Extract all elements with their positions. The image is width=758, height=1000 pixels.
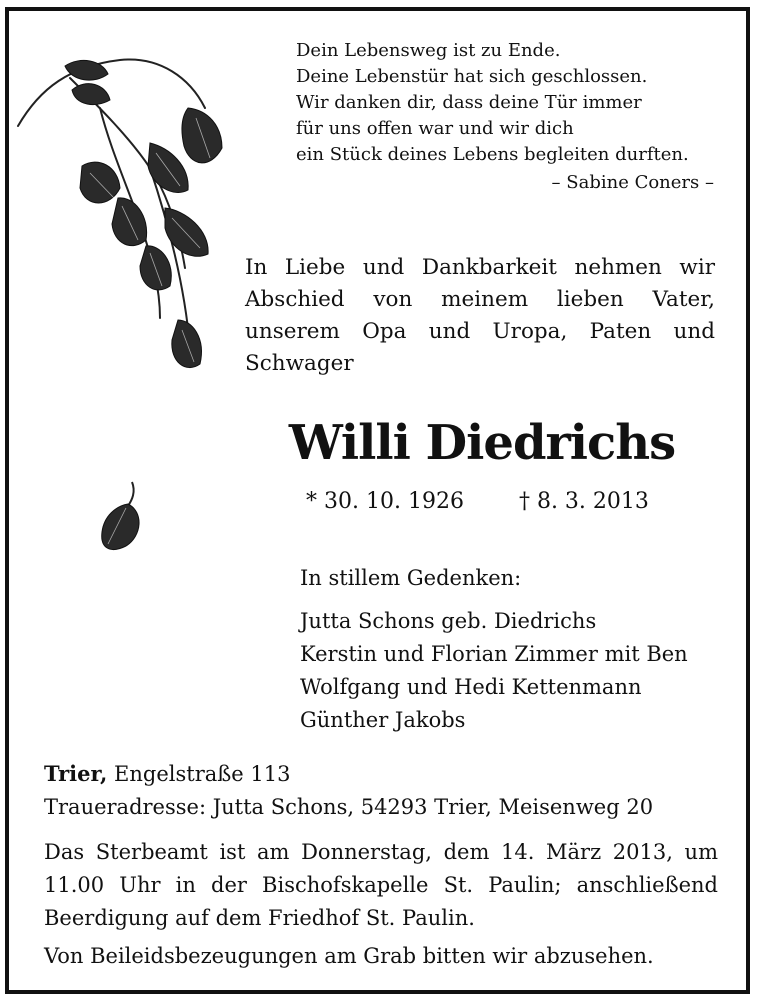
poem-line: ein Stück deines Lebens begleiten durften. bbox=[296, 144, 689, 165]
poem-line: Wir danken dir, dass deine Tür immer bbox=[296, 92, 642, 113]
mourner-name: Wolfgang und Hedi Kettenmann bbox=[300, 675, 642, 699]
mourner-name: Jutta Schons geb. Diedrichs bbox=[300, 609, 597, 633]
mourner-name: Günther Jakobs bbox=[300, 708, 466, 732]
birth-date: * 30. 10. 1926 bbox=[306, 489, 464, 514]
intro-text: In Liebe und Dankbarkeit nehmen wir Abschied von meinem lieben Vater, unserem Opa und Uropa, Paten und Schwager bbox=[245, 255, 715, 376]
city-name: Trier, bbox=[44, 761, 108, 786]
falling-leaf-illustration bbox=[92, 478, 152, 558]
poem-line: Dein Lebensweg ist zu Ende. bbox=[296, 40, 561, 61]
poem-line: Deine Lebenstür hat sich geschlossen. bbox=[296, 66, 648, 87]
street-address: Engelstraße 113 bbox=[114, 762, 291, 786]
poem-line: für uns offen war und wir dich bbox=[296, 118, 574, 139]
mourners-block bbox=[300, 562, 688, 737]
service-info: Das Sterbeamt ist am Donnerstag, dem 14. März 2013, um 11.00 Uhr in der Bischofskapelle St. Paulin; anschließend Beerdigung auf dem Friedhof St. Paulin. bbox=[44, 840, 718, 930]
deceased-name: Willi Diedrichs bbox=[288, 415, 676, 471]
poem-author: – Sabine Coners – bbox=[551, 172, 714, 193]
life-dates bbox=[306, 487, 649, 517]
mourners-heading: In stillem Gedenken: bbox=[300, 566, 522, 590]
closing-note: Von Beileidsbezeugungen am Grab bitten wir abzusehen. bbox=[44, 944, 654, 968]
birch-branch-illustration bbox=[10, 48, 240, 388]
address-block bbox=[44, 757, 653, 824]
mourner-name: Kerstin und Florian Zimmer mit Ben bbox=[300, 642, 688, 666]
death-date: † 8. 3. 2013 bbox=[518, 489, 649, 514]
poem-block bbox=[296, 38, 716, 196]
home-address bbox=[44, 757, 653, 791]
mourning-address: Traueradresse: Jutta Schons, 54293 Trier, Meisenweg 20 bbox=[44, 795, 654, 819]
